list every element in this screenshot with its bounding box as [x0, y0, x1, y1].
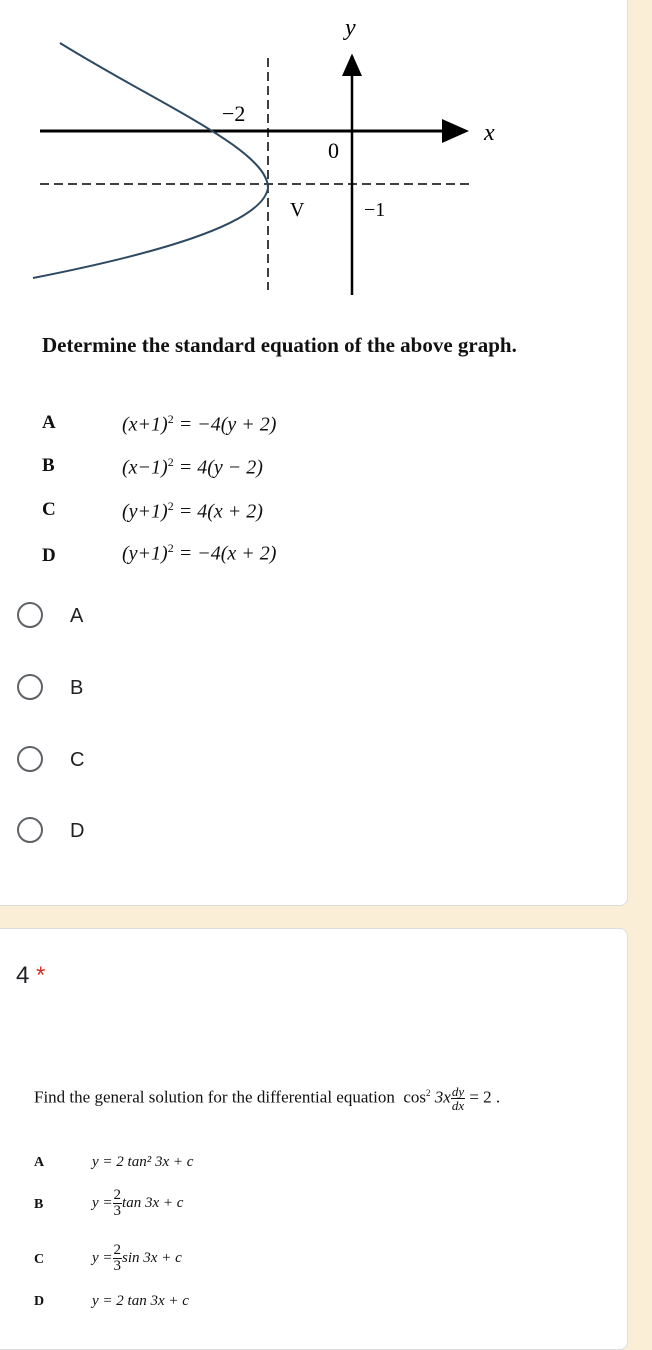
radio-c[interactable] — [17, 746, 43, 772]
required-asterisk: * — [36, 962, 46, 989]
option-letter: A — [42, 412, 56, 433]
radio-b[interactable] — [17, 674, 43, 700]
radio-label-d[interactable]: D — [70, 820, 85, 842]
option-letter: A — [34, 1155, 45, 1170]
radio-d[interactable] — [17, 817, 43, 843]
origin-label: 0 — [328, 138, 339, 163]
option-equation: $(y+1)^2 = 4(x + 2)$ — [122, 499, 263, 523]
y-mark-label: −1 — [364, 199, 386, 221]
option-equation: $(x-1)^2 = 4(y - 2)$ — [122, 455, 263, 479]
option-equation: y = $\frac{2}{3}$ sin 3x + c — [92, 1242, 182, 1274]
option-equation: y = 2 tan² 3x + c — [92, 1154, 194, 1170]
parabola-curve — [33, 43, 268, 278]
option-letter: C — [34, 1252, 45, 1267]
y-axis-label: y — [345, 15, 356, 41]
vertex-label: V — [290, 199, 305, 221]
option-letter: D — [34, 1294, 45, 1309]
option-equation: y = 2 tan 3x + c — [92, 1293, 189, 1309]
option-equation: $(x+1)^2 = -4(y + 2)$ — [122, 412, 277, 436]
radio-label-c[interactable]: C — [70, 749, 85, 771]
option-equation: y = $\frac{2}{3}$ tan 3x + c — [92, 1187, 184, 1219]
option-letter: C — [42, 499, 56, 520]
radio-label-a[interactable]: A — [70, 605, 84, 627]
option-letter: B — [34, 1197, 44, 1212]
x-axis-label: x — [484, 120, 495, 146]
option-equation: $(y+1)^2 = -4(x + 2)$ — [122, 541, 277, 565]
question-card-4 — [0, 928, 628, 1350]
question-text: Find the general solution for the differential equation $\cos^2 3x$ $\frac{dy}{dx}$ = 2 . — [34, 1084, 501, 1113]
radio-a[interactable] — [17, 602, 43, 628]
question-number: 4 * — [16, 962, 46, 989]
option-letter: D — [42, 545, 56, 566]
radio-label-b[interactable]: B — [70, 677, 84, 699]
parabola-graph — [0, 0, 626, 300]
x-mark-label: −2 — [222, 101, 246, 126]
option-letter: B — [42, 455, 55, 476]
question-text: Determine the standard equation of the above graph. — [42, 333, 517, 357]
